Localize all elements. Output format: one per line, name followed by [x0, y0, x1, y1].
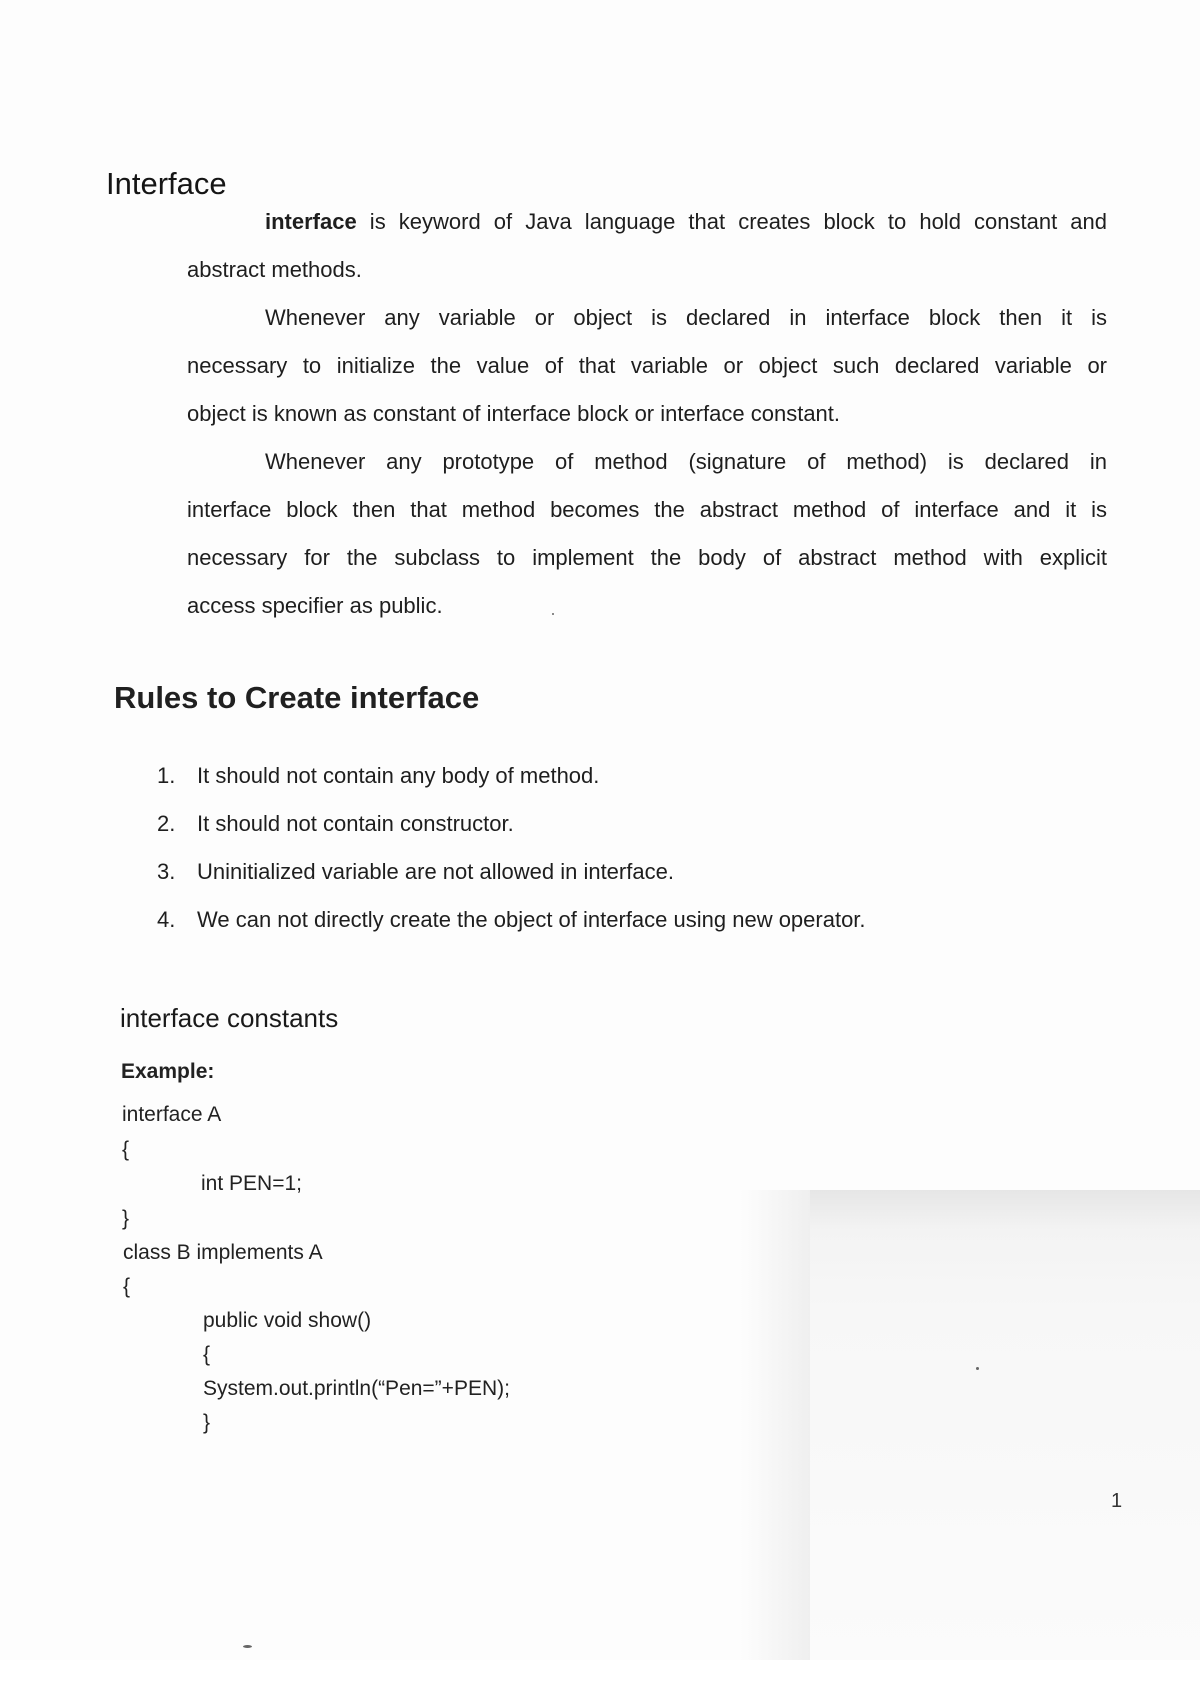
list-item-text: We can not directly create the object of interface using new operator. — [197, 907, 866, 932]
heading-interface: Interface — [106, 166, 227, 201]
keyword-interface: interface — [265, 209, 357, 234]
code-line: System.out.println(“Pen=”+PEN); — [203, 1377, 510, 1400]
list-item-text: Uninitialized variable are not allowed in interface. — [197, 859, 674, 884]
list-item-number: 3. — [157, 859, 176, 884]
scan-speck — [976, 1367, 979, 1370]
heading-constants: interface constants — [120, 1003, 339, 1033]
intro-line-3: Whenever any variable or object is declared in interface block then it is — [265, 305, 1107, 330]
code-line: int PEN=1; — [201, 1172, 302, 1195]
intro-line-5: object is known as constant of interface block or interface constant. — [187, 401, 841, 426]
example-label: Example: — [121, 1060, 215, 1083]
list-item-number: 2. — [157, 811, 176, 836]
code-line: } — [203, 1411, 211, 1434]
scan-speck — [552, 613, 554, 615]
list-item-text: It should not contain any body of method. — [197, 763, 600, 788]
intro-line-4: necessary to initialize the value of that variable or object such declared variable or — [187, 353, 1107, 378]
code-line: public void show() — [203, 1309, 372, 1332]
intro-line-9: access specifier as public. — [187, 593, 443, 618]
list-item-number: 1. — [157, 763, 176, 788]
intro-line-8: necessary for the subclass to implement the body of abstract method with explicit — [187, 545, 1107, 570]
heading-rules: Rules to Create interface — [114, 680, 480, 715]
code-line: { — [123, 1275, 131, 1298]
code-line: } — [122, 1207, 130, 1230]
code-line: class B implements A — [123, 1241, 323, 1264]
intro-line-7: interface block then that method becomes the abstract method of interface and it is — [187, 497, 1107, 522]
list-item-text: It should not contain constructor. — [197, 811, 514, 836]
code-line: interface A — [122, 1103, 222, 1126]
list-item-number: 4. — [157, 907, 176, 932]
intro-line-1-rest: is keyword of Java language that creates block to hold constant and — [356, 209, 1107, 234]
code-line: { — [122, 1138, 130, 1161]
scan-speck — [243, 1645, 252, 1648]
intro-line-6: Whenever any prototype of method (signature of method) is declared in — [265, 449, 1107, 474]
page-number: 1 — [1111, 1490, 1123, 1512]
code-line: { — [203, 1343, 211, 1366]
intro-line-2: abstract methods. — [187, 257, 362, 282]
